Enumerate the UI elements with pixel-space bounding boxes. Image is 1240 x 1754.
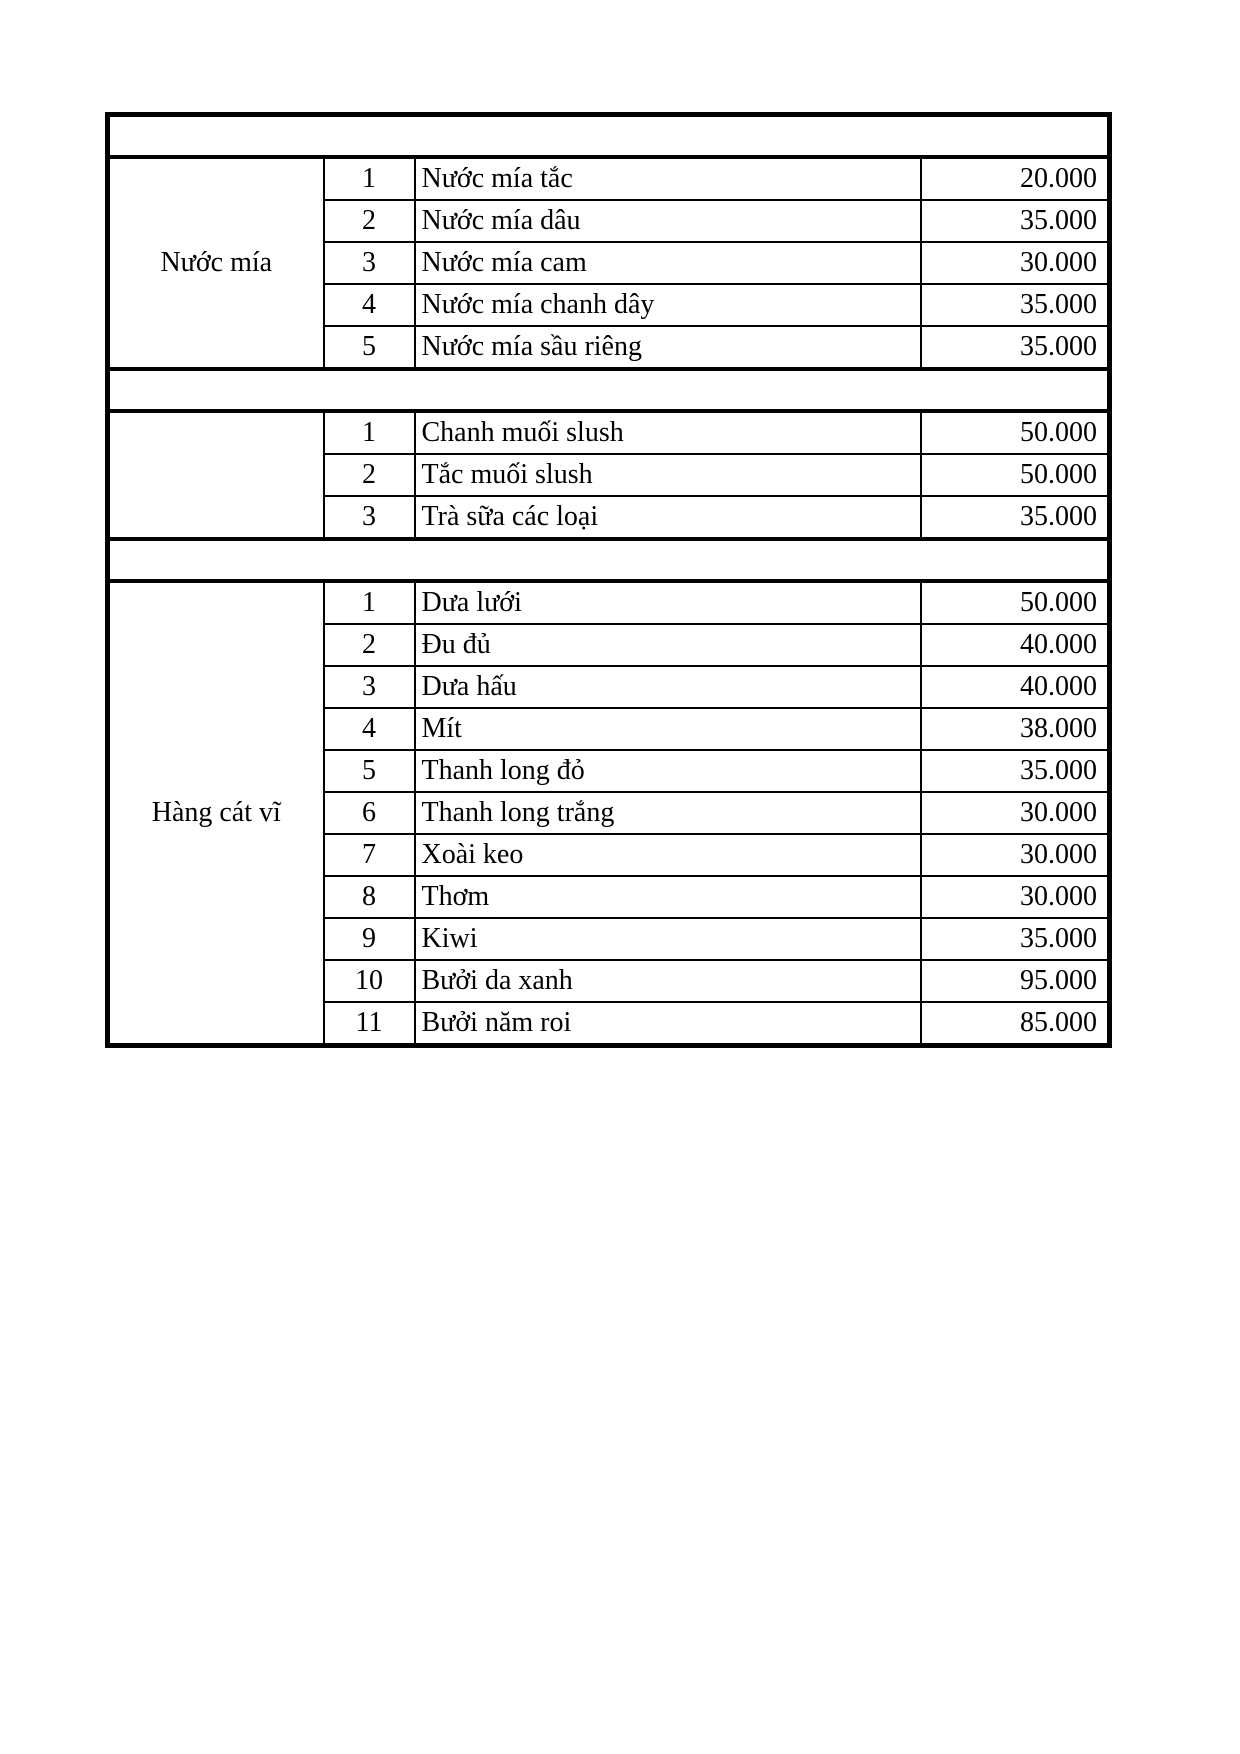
item-name: Bưởi năm roi [415,1002,921,1046]
section-separator-row [108,369,1110,411]
item-price: 30.000 [921,834,1110,876]
item-name: Nước mía dâu [415,200,921,242]
item-name: Dưa lưới [415,581,921,624]
item-number: 5 [324,750,415,792]
item-number: 3 [324,496,415,539]
item-name: Xoài keo [415,834,921,876]
item-name: Dưa hấu [415,666,921,708]
item-name: Nước mía cam [415,242,921,284]
item-name: Đu đủ [415,624,921,666]
item-price: 35.000 [921,326,1110,369]
item-price: 95.000 [921,960,1110,1002]
item-price: 35.000 [921,284,1110,326]
table-row [108,581,1110,624]
item-name: Thanh long đỏ [415,750,921,792]
item-number: 3 [324,666,415,708]
item-price: 35.000 [921,750,1110,792]
item-name: Thơm [415,876,921,918]
item-number: 10 [324,960,415,1002]
section-separator-cell [108,539,1110,581]
item-name: Bưởi da xanh [415,960,921,1002]
item-number: 7 [324,834,415,876]
item-price: 35.000 [921,496,1110,539]
item-name: Mít [415,708,921,750]
item-number: 1 [324,581,415,624]
item-number: 4 [324,284,415,326]
item-name: Tắc muối slush [415,454,921,496]
price-list-table [105,112,1112,1048]
item-number: 3 [324,242,415,284]
item-price: 50.000 [921,581,1110,624]
item-name: Chanh muối slush [415,411,921,454]
item-number: 4 [324,708,415,750]
item-number: 1 [324,157,415,200]
item-name: Nước mía sầu riêng [415,326,921,369]
item-number: 11 [324,1002,415,1046]
item-number: 2 [324,454,415,496]
item-price: 85.000 [921,1002,1110,1046]
item-price: 35.000 [921,200,1110,242]
section-separator-row [108,539,1110,581]
item-price: 30.000 [921,792,1110,834]
item-price: 40.000 [921,624,1110,666]
item-name: Nước mía chanh dây [415,284,921,326]
item-number: 9 [324,918,415,960]
table-title-row [108,115,1110,158]
item-number: 2 [324,624,415,666]
item-number: 6 [324,792,415,834]
section-label: Nước mía [108,157,324,369]
section-separator-cell [108,369,1110,411]
item-number: 1 [324,411,415,454]
item-price: 40.000 [921,666,1110,708]
item-number: 2 [324,200,415,242]
section-label [108,411,324,539]
item-name: Kiwi [415,918,921,960]
table-row [108,157,1110,200]
item-price: 50.000 [921,411,1110,454]
item-price: 38.000 [921,708,1110,750]
item-name: Trà sữa các loại [415,496,921,539]
item-price: 30.000 [921,876,1110,918]
table-title-cell [108,115,1110,158]
item-name: Thanh long trắng [415,792,921,834]
item-price: 50.000 [921,454,1110,496]
item-price: 35.000 [921,918,1110,960]
item-name: Nước mía tắc [415,157,921,200]
table-row [108,411,1110,454]
item-number: 5 [324,326,415,369]
item-price: 20.000 [921,157,1110,200]
section-label: Hàng cát vĩ [108,581,324,1046]
item-number: 8 [324,876,415,918]
item-price: 30.000 [921,242,1110,284]
